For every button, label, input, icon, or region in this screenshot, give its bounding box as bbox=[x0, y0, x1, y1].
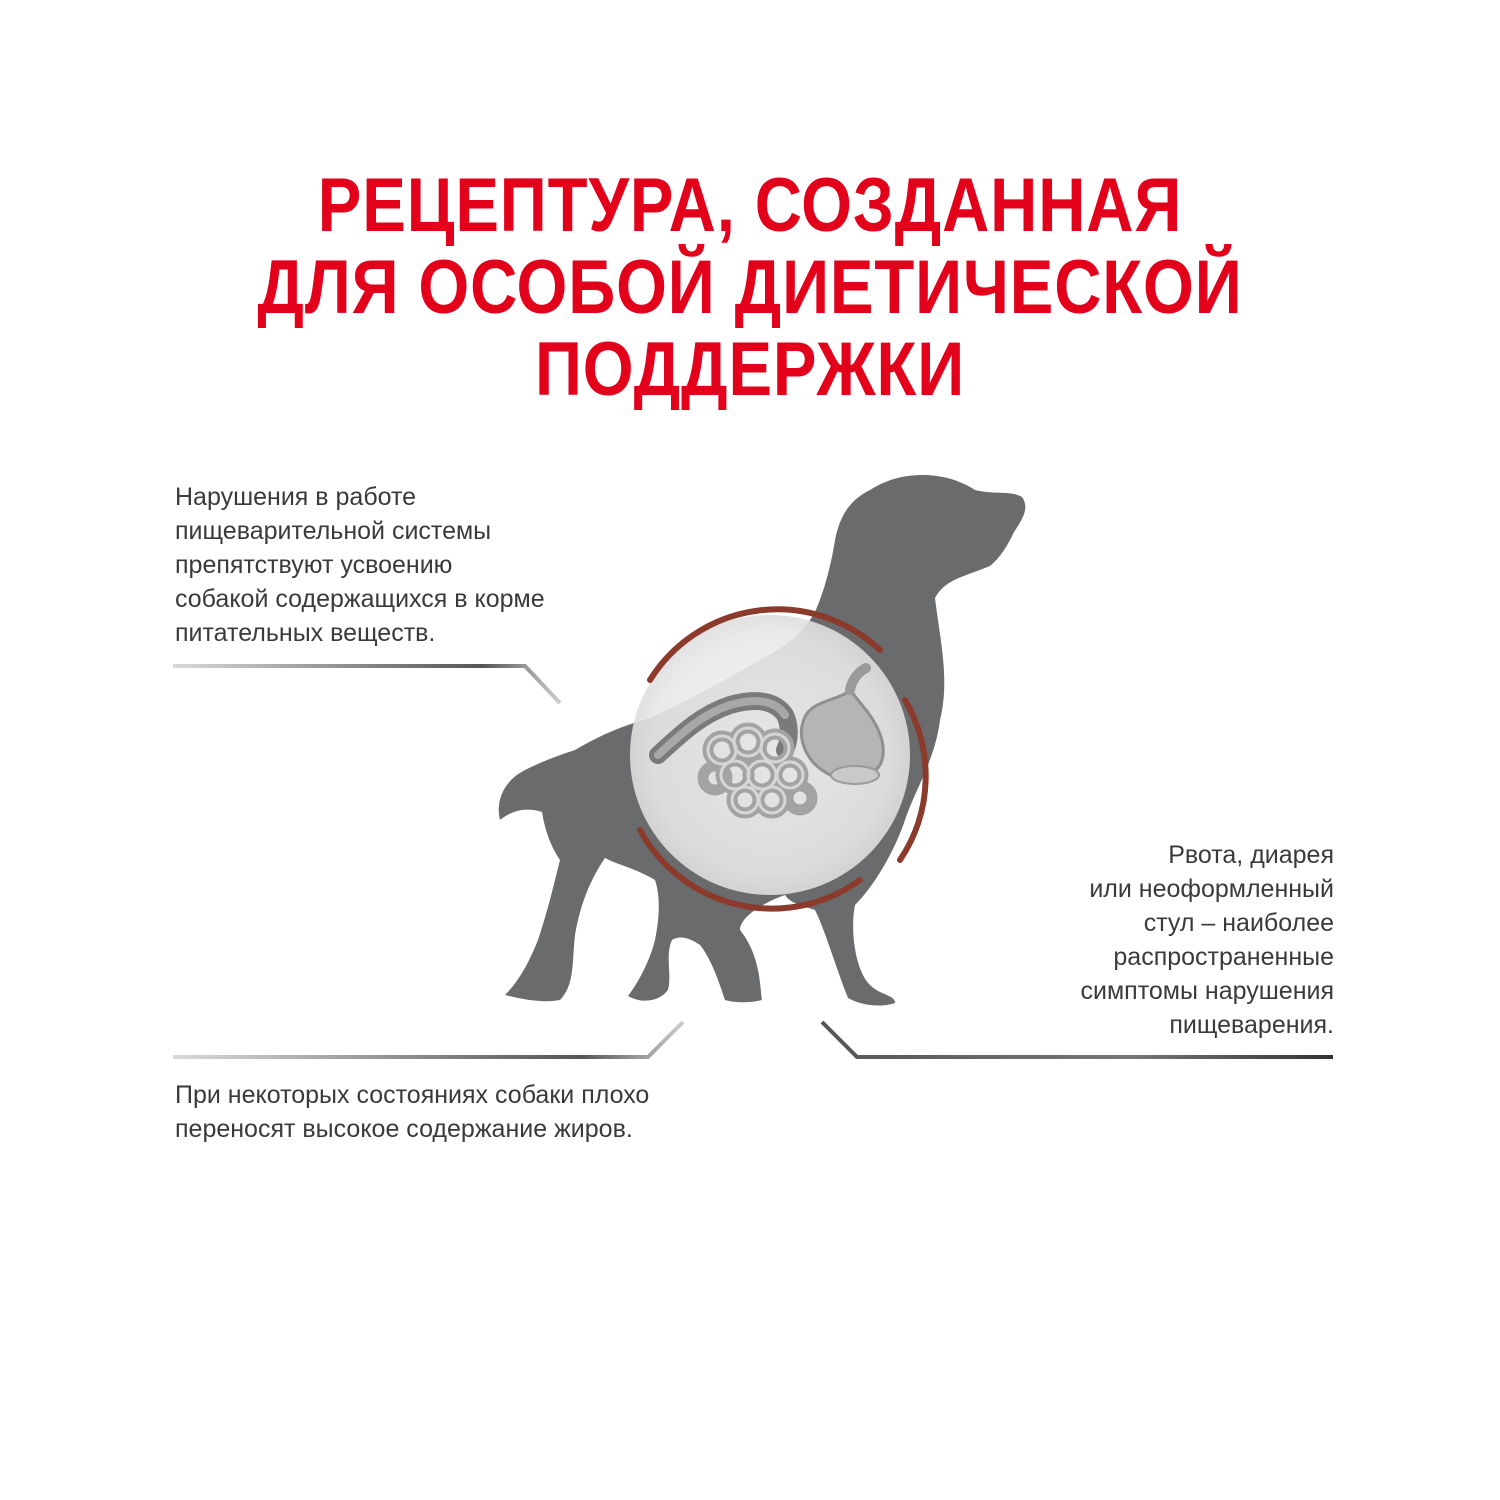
headline-line-1: РЕЦЕПТУРА, СОЗДАННАЯ bbox=[317, 163, 1183, 248]
note-line: или неоформленный bbox=[1089, 875, 1334, 903]
note-line: симптомы нарушения bbox=[1080, 977, 1334, 1005]
note-symptoms bbox=[1000, 838, 1334, 1042]
note-line: пищеварения. bbox=[1169, 1011, 1334, 1039]
headline-line-3: ПОДДЕРЖКИ bbox=[534, 327, 966, 412]
note-digestion-disorder bbox=[175, 480, 545, 650]
note-line: пищеварительной системы bbox=[175, 517, 492, 545]
headline-line-2: ДЛЯ ОСОБОЙ ДИЕТИЧЕСКОЙ bbox=[257, 245, 1243, 330]
note-line: Нарушения в работе bbox=[175, 483, 417, 511]
callout-line-top-left bbox=[173, 666, 560, 703]
note-line: питательных веществ. bbox=[175, 619, 436, 647]
callout-line-bottom-left bbox=[173, 1022, 683, 1057]
note-line: Рвота, диарея bbox=[1168, 841, 1334, 869]
note-fat-intolerance bbox=[175, 1078, 649, 1146]
note-line: препятствуют усвоению bbox=[175, 551, 453, 579]
note-line: распространенные bbox=[1113, 943, 1334, 971]
note-line: собакой содержащихся в корме bbox=[175, 585, 545, 613]
pancreas-icon bbox=[831, 766, 879, 784]
note-line: стул – наиболее bbox=[1143, 909, 1334, 937]
note-line: При некоторых состояниях собаки плохо bbox=[175, 1081, 650, 1109]
note-line: переносят высокое содержание жиров. bbox=[175, 1115, 633, 1143]
